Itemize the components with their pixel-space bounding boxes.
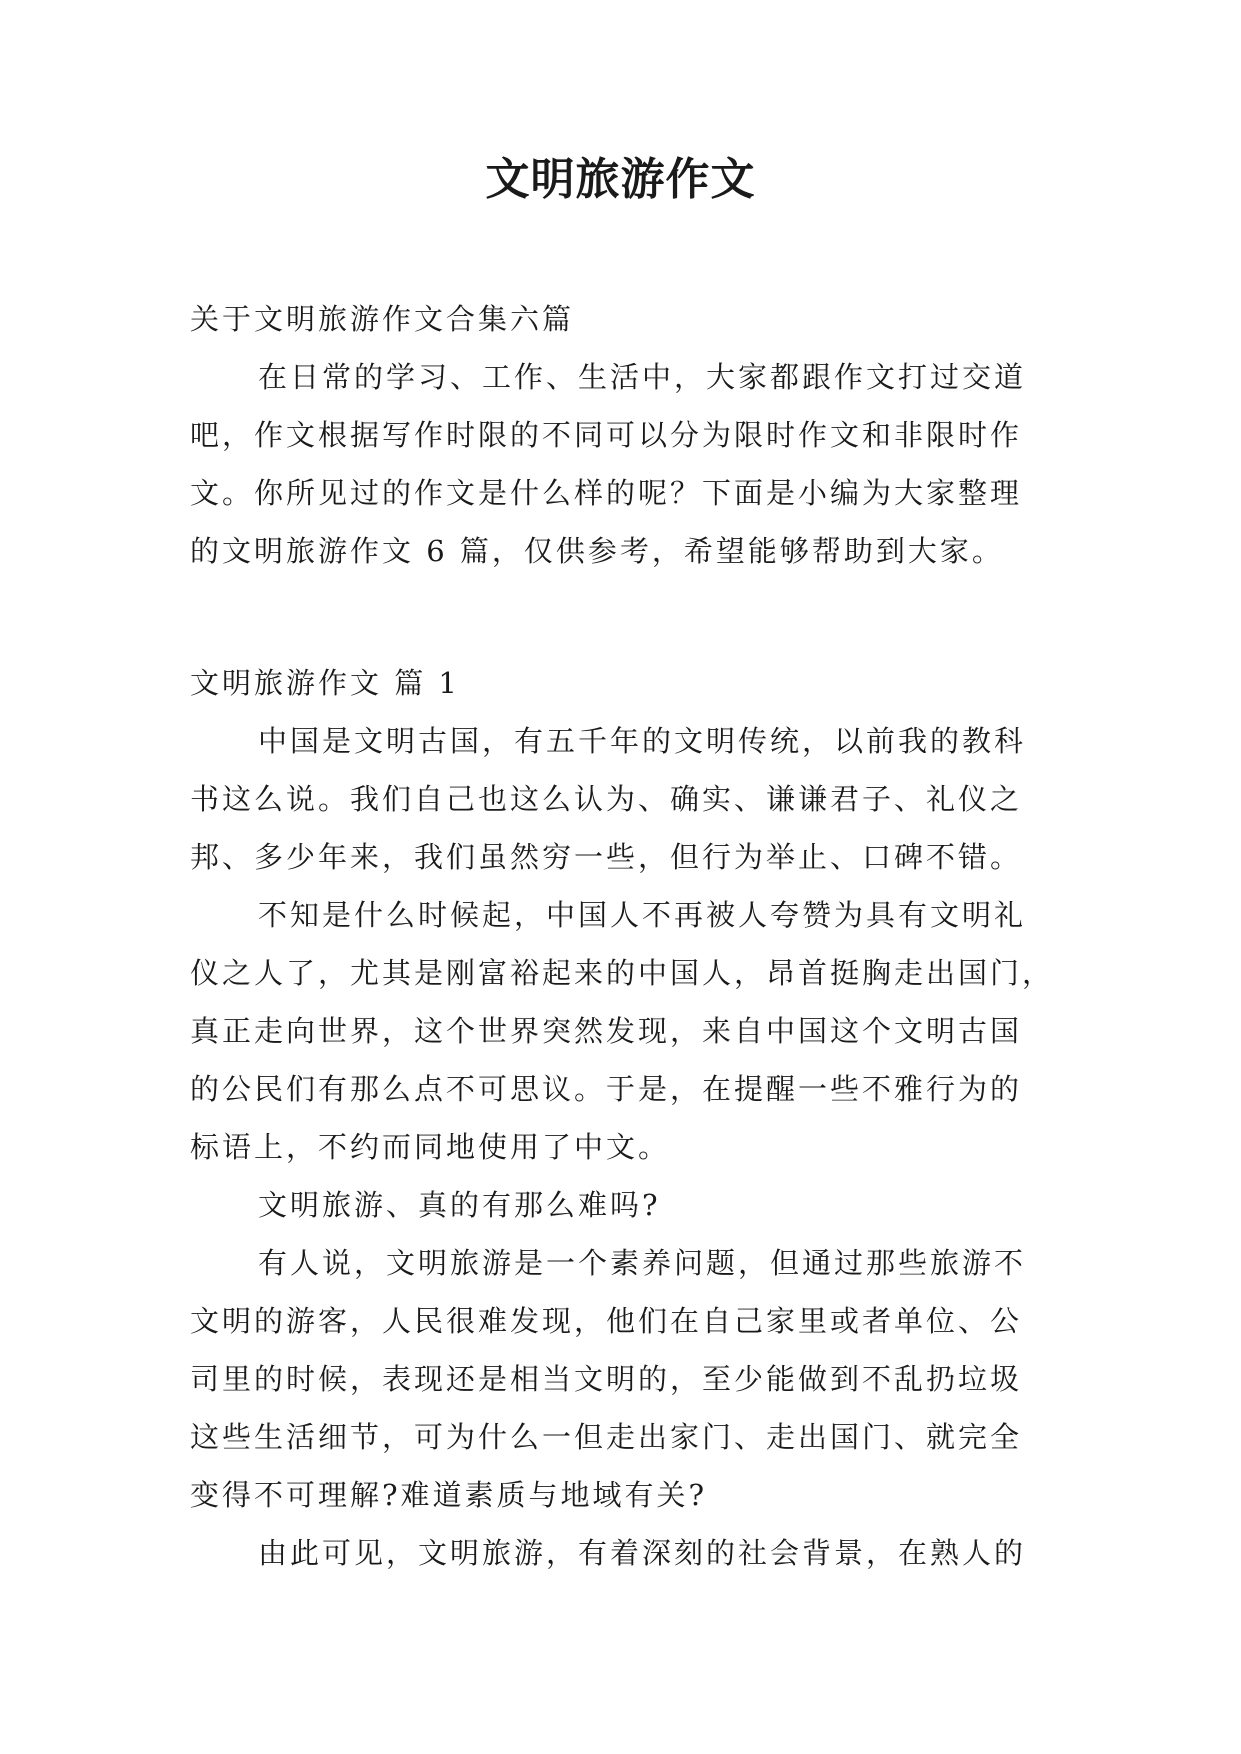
paragraph-line: 由此可见，文明旅游，有着深刻的社会背景，在熟人的 xyxy=(258,1536,1027,1570)
paragraph-line: 标语上，不约而同地使用了中文。 xyxy=(190,1130,671,1164)
paragraph-line: 书这么说。我们自己也这么认为、确实、谦谦君子、礼仪之 xyxy=(190,782,1023,816)
paragraph-line: 司里的时候，表现还是相当文明的，至少能做到不乱扔垃圾 xyxy=(190,1362,1023,1396)
paragraph-line: 邦、多少年来，我们虽然穷一些，但行为举止、口碑不错。 xyxy=(190,840,1023,874)
paragraph-line: 文明的游客，人民很难发现，他们在自己家里或者单位、公 xyxy=(190,1304,1023,1338)
paragraph-line: 不知是什么时候起，中国人不再被人夸赞为具有文明礼 xyxy=(258,898,1027,932)
paragraph-line: 这些生活细节，可为什么一但走出家门、走出国门、就完全 xyxy=(190,1420,1023,1454)
document-title: 文明旅游作文 xyxy=(485,154,756,205)
paragraph-line: 变得不可理解?难道素质与地域有关? xyxy=(190,1478,708,1512)
paragraph-line: 的公民们有那么点不可思议。于是，在提醒一些不雅行为的 xyxy=(190,1072,1023,1106)
paragraph-line: 文明旅游、真的有那么难吗? xyxy=(258,1188,661,1222)
intro-paragraph-line: 文。你所见过的作文是什么样的呢？下面是小编为大家整理 xyxy=(190,476,1023,510)
intro-heading: 关于文明旅游作文合集六篇 xyxy=(190,302,575,336)
paragraph-line: 有人说，文明旅游是一个素养问题，但通过那些旅游不 xyxy=(258,1246,1027,1280)
section-spacer xyxy=(190,580,1070,654)
paragraph-line: 真正走向世界，这个世界突然发现，来自中国这个文明古国 xyxy=(190,1014,1023,1048)
paragraph-line: 中国是文明古国，有五千年的文明传统，以前我的教科 xyxy=(258,724,1027,758)
document-body xyxy=(190,290,1070,1582)
intro-paragraph-line: 在日常的学习、工作、生活中，大家都跟作文打过交道 xyxy=(258,360,1027,394)
intro-paragraph-line: 的文明旅游作文 6 篇，仅供参考，希望能够帮助到大家。 xyxy=(190,534,1004,568)
paragraph-line: 仪之人了，尤其是刚富裕起来的中国人，昂首挺胸走出国门， xyxy=(190,956,1055,990)
intro-paragraph-line: 吧，作文根据写作时限的不同可以分为限时作文和非限时作 xyxy=(190,418,1023,452)
section-heading: 文明旅游作文 篇 1 xyxy=(190,666,460,700)
